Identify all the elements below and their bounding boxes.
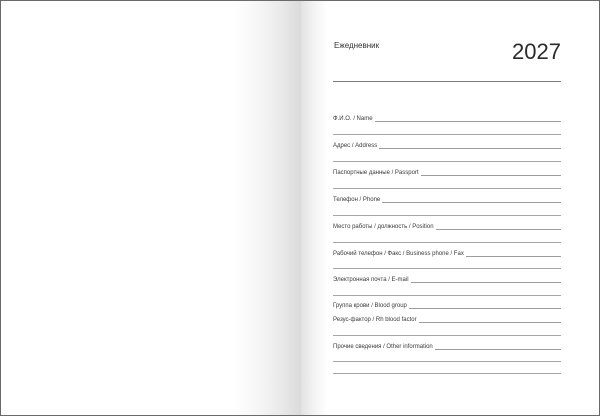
blank-line: [333, 373, 561, 374]
fill-line: [411, 282, 561, 283]
field-label: Паспортные данные / Passport: [333, 170, 419, 176]
field-name[interactable]: [333, 113, 561, 123]
left-page: [1, 1, 301, 415]
blank-line: [333, 161, 561, 162]
fill-line: [375, 121, 561, 122]
field-address[interactable]: [333, 140, 561, 150]
diary-year: 2027: [512, 39, 561, 64]
field-label: Резус-фактор / Rh blood factor: [333, 317, 417, 323]
field-passport[interactable]: [333, 167, 561, 177]
field-phone[interactable]: [333, 194, 561, 204]
fill-line: [421, 175, 561, 176]
blank-line: [333, 335, 561, 336]
field-rh-factor[interactable]: [333, 314, 561, 324]
fill-line: [466, 256, 561, 257]
field-label: Прочие сведения / Other information: [333, 344, 433, 350]
diary-title: Ежедневник: [334, 41, 380, 50]
field-business-phone[interactable]: [333, 248, 561, 258]
field-label: Группа крови / Blood group: [333, 303, 407, 309]
blank-line: [333, 268, 561, 269]
field-label: Адрес / Address: [333, 143, 378, 149]
blank-line: [333, 242, 561, 243]
blank-line: [333, 215, 561, 216]
field-position[interactable]: [333, 221, 561, 231]
field-label: Ф.И.О. / Name: [333, 116, 373, 122]
fill-line: [382, 202, 561, 203]
field-email[interactable]: [333, 274, 561, 284]
blank-line: [333, 134, 561, 135]
field-blood-group[interactable]: [333, 300, 561, 310]
fill-line: [419, 322, 561, 323]
fill-line: [436, 229, 561, 230]
field-label: Электронная почта / E-mail: [333, 277, 409, 283]
field-label: Рабочий телефон / Факс / Business phone / Fax: [333, 251, 464, 257]
fill-line: [409, 308, 561, 309]
field-label: Телефон / Phone: [333, 197, 381, 203]
right-page: [301, 1, 599, 415]
fill-line: [379, 148, 561, 149]
field-other-info[interactable]: [333, 341, 561, 351]
blank-line: [333, 188, 561, 189]
blank-line: [333, 295, 561, 296]
blank-line: [333, 361, 561, 362]
field-label: Место работы / должность / Position: [333, 224, 434, 230]
title-divider: [333, 81, 561, 82]
fill-line: [435, 349, 561, 350]
